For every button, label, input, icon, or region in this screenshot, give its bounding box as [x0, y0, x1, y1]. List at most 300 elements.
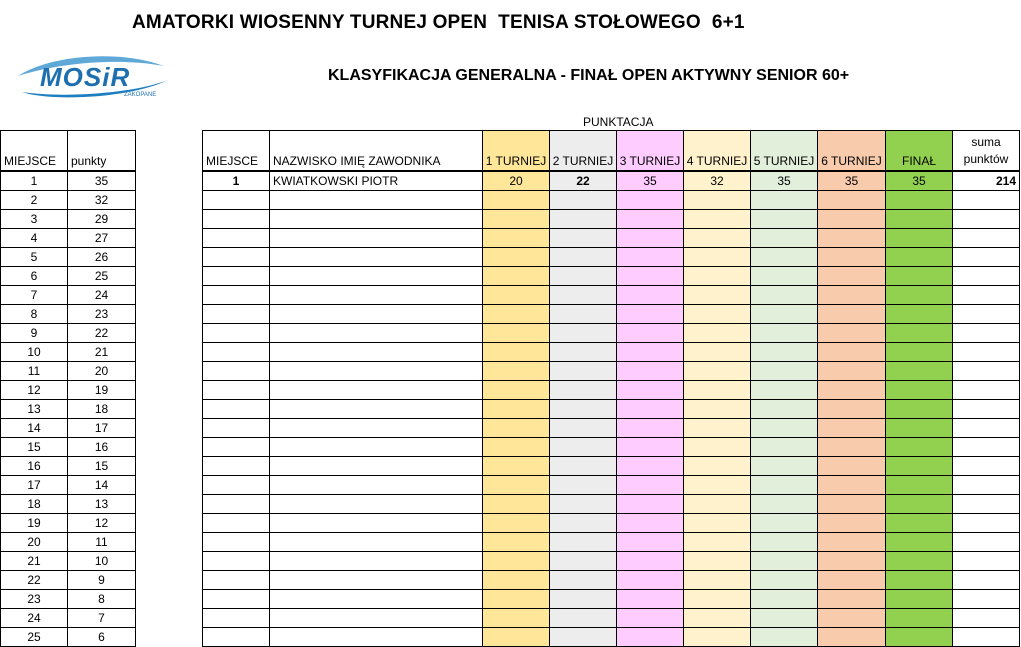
result-place-cell	[203, 191, 270, 210]
result-t6-cell	[818, 552, 886, 571]
result-sum-cell	[953, 514, 1020, 533]
result-t1-cell	[483, 628, 550, 647]
result-name-cell	[270, 248, 483, 267]
result-t4-cell	[684, 609, 751, 628]
result-t2-cell	[550, 267, 617, 286]
result-t2-cell: 22	[550, 171, 617, 191]
result-sum-cell	[953, 533, 1020, 552]
result-t1-cell	[483, 191, 550, 210]
result-t1-cell	[483, 324, 550, 343]
result-t1-cell	[483, 514, 550, 533]
result-name-cell	[270, 628, 483, 647]
result-t6-cell	[818, 343, 886, 362]
result-t1-cell	[483, 533, 550, 552]
result-t2-cell	[550, 362, 617, 381]
result-place-cell	[203, 457, 270, 476]
result-t3-cell	[617, 628, 684, 647]
result-t5-cell	[751, 267, 818, 286]
result-t6-cell	[818, 590, 886, 609]
result-t5-cell	[751, 552, 818, 571]
points-value-cell: 10	[68, 552, 136, 571]
result-final-cell	[886, 476, 953, 495]
result-t4-cell: 32	[684, 171, 751, 191]
points-table-header	[1, 131, 136, 172]
result-sum-cell	[953, 324, 1020, 343]
points-place-cell: 24	[1, 609, 68, 628]
result-t3-cell	[617, 305, 684, 324]
result-place-cell	[203, 229, 270, 248]
result-t2-cell	[550, 343, 617, 362]
result-t3-cell	[617, 343, 684, 362]
result-t3-cell	[617, 438, 684, 457]
points-place-cell: 14	[1, 419, 68, 438]
table-row	[203, 362, 1020, 381]
result-t2-cell	[550, 248, 617, 267]
results-header-name: NAZWISKO IMIĘ ZAWODNIKA	[270, 131, 483, 172]
table-row	[203, 457, 1020, 476]
result-t3-cell	[617, 210, 684, 229]
result-sum-cell	[953, 552, 1020, 571]
results-table	[202, 130, 1020, 647]
result-t2-cell	[550, 476, 617, 495]
result-t1-cell	[483, 495, 550, 514]
points-table	[0, 130, 136, 647]
result-t3-cell	[617, 590, 684, 609]
result-t6-cell	[818, 400, 886, 419]
result-t1-cell	[483, 305, 550, 324]
table-row	[1, 191, 136, 210]
result-sum-cell	[953, 628, 1020, 647]
result-final-cell	[886, 191, 953, 210]
points-value-cell: 26	[68, 248, 136, 267]
result-place-cell	[203, 324, 270, 343]
results-header-t1: 1 TURNIEJ	[483, 131, 550, 172]
points-value-cell: 15	[68, 457, 136, 476]
result-sum-cell	[953, 286, 1020, 305]
points-place-cell: 15	[1, 438, 68, 457]
table-row	[203, 343, 1020, 362]
table-row	[203, 495, 1020, 514]
result-sum-cell	[953, 343, 1020, 362]
result-name-cell	[270, 191, 483, 210]
result-final-cell	[886, 286, 953, 305]
result-t5-cell	[751, 324, 818, 343]
table-row	[1, 171, 136, 191]
result-place-cell	[203, 533, 270, 552]
result-place-cell: 1	[203, 171, 270, 191]
table-row	[203, 609, 1020, 628]
result-t4-cell	[684, 590, 751, 609]
points-value-cell: 8	[68, 590, 136, 609]
points-place-cell: 1	[1, 171, 68, 191]
points-place-cell: 3	[1, 210, 68, 229]
result-name-cell: KWIATKOWSKI PIOTR	[270, 171, 483, 191]
table-row	[1, 609, 136, 628]
points-place-cell: 2	[1, 191, 68, 210]
result-t6-cell	[818, 628, 886, 647]
result-t4-cell	[684, 533, 751, 552]
result-t5-cell	[751, 191, 818, 210]
result-t5-cell	[751, 400, 818, 419]
results-header-sum	[953, 131, 1020, 172]
result-t6-cell	[818, 267, 886, 286]
result-t3-cell	[617, 457, 684, 476]
points-place-cell: 18	[1, 495, 68, 514]
results-header-t5: 5 TURNIEJ	[751, 131, 818, 172]
result-t3-cell	[617, 419, 684, 438]
result-final-cell: 35	[886, 171, 953, 191]
table-row	[203, 400, 1020, 419]
document-subtitle: KLASYFIKACJA GENERALNA - FINAŁ OPEN AKTYWNY SENIOR 60+	[328, 67, 850, 84]
result-t2-cell	[550, 628, 617, 647]
result-t1-cell	[483, 248, 550, 267]
result-place-cell	[203, 305, 270, 324]
result-t4-cell	[684, 438, 751, 457]
result-t2-cell	[550, 533, 617, 552]
result-t2-cell	[550, 438, 617, 457]
points-value-cell: 23	[68, 305, 136, 324]
points-value-cell: 19	[68, 381, 136, 400]
results-header-t2: 2 TURNIEJ	[550, 131, 617, 172]
points-value-cell: 18	[68, 400, 136, 419]
results-header-t4: 4 TURNIEJ	[684, 131, 751, 172]
result-name-cell	[270, 495, 483, 514]
result-name-cell	[270, 343, 483, 362]
results-header-sum-line2: punktów	[963, 152, 1009, 166]
result-t2-cell	[550, 210, 617, 229]
result-t4-cell	[684, 286, 751, 305]
result-t4-cell	[684, 343, 751, 362]
points-value-cell: 35	[68, 171, 136, 191]
result-t6-cell	[818, 305, 886, 324]
table-row	[203, 191, 1020, 210]
points-value-cell: 24	[68, 286, 136, 305]
result-t3-cell	[617, 552, 684, 571]
result-place-cell	[203, 571, 270, 590]
result-t2-cell	[550, 191, 617, 210]
result-t4-cell	[684, 191, 751, 210]
table-row	[203, 514, 1020, 533]
result-t4-cell	[684, 419, 751, 438]
result-t2-cell	[550, 324, 617, 343]
table-row	[203, 476, 1020, 495]
result-name-cell	[270, 552, 483, 571]
result-final-cell	[886, 381, 953, 400]
result-t6-cell	[818, 533, 886, 552]
result-place-cell	[203, 628, 270, 647]
result-name-cell	[270, 514, 483, 533]
points-value-cell: 25	[68, 267, 136, 286]
result-t5-cell	[751, 533, 818, 552]
table-row	[1, 362, 136, 381]
points-place-cell: 11	[1, 362, 68, 381]
result-t1-cell: 20	[483, 171, 550, 191]
table-row	[1, 571, 136, 590]
table-row	[1, 286, 136, 305]
table-row	[203, 381, 1020, 400]
result-final-cell	[886, 438, 953, 457]
result-t3-cell	[617, 229, 684, 248]
points-place-cell: 9	[1, 324, 68, 343]
result-name-cell	[270, 533, 483, 552]
result-final-cell	[886, 267, 953, 286]
result-t4-cell	[684, 571, 751, 590]
result-name-cell	[270, 305, 483, 324]
result-t2-cell	[550, 457, 617, 476]
result-t4-cell	[684, 495, 751, 514]
points-value-cell: 20	[68, 362, 136, 381]
result-t6-cell	[818, 476, 886, 495]
table-row	[1, 400, 136, 419]
table-row	[1, 343, 136, 362]
result-sum-cell	[953, 305, 1020, 324]
result-t1-cell	[483, 286, 550, 305]
result-t6-cell	[818, 362, 886, 381]
result-name-cell	[270, 267, 483, 286]
result-final-cell	[886, 533, 953, 552]
result-t1-cell	[483, 210, 550, 229]
result-t3-cell	[617, 267, 684, 286]
result-t1-cell	[483, 590, 550, 609]
result-name-cell	[270, 476, 483, 495]
result-t6-cell	[818, 381, 886, 400]
result-name-cell	[270, 286, 483, 305]
result-t1-cell	[483, 438, 550, 457]
result-t3-cell	[617, 571, 684, 590]
result-t1-cell	[483, 457, 550, 476]
result-place-cell	[203, 438, 270, 457]
points-value-cell: 22	[68, 324, 136, 343]
points-place-cell: 16	[1, 457, 68, 476]
table-row	[1, 495, 136, 514]
result-t5-cell	[751, 248, 818, 267]
result-t5-cell	[751, 381, 818, 400]
mosir-logo	[12, 52, 172, 100]
result-t2-cell	[550, 571, 617, 590]
result-t4-cell	[684, 362, 751, 381]
result-t4-cell	[684, 305, 751, 324]
result-t2-cell	[550, 286, 617, 305]
results-header-t6: 6 TURNIEJ	[818, 131, 886, 172]
result-name-cell	[270, 229, 483, 248]
result-t4-cell	[684, 628, 751, 647]
result-sum-cell	[953, 267, 1020, 286]
result-t3-cell	[617, 609, 684, 628]
points-value-cell: 27	[68, 229, 136, 248]
points-value-cell: 21	[68, 343, 136, 362]
result-final-cell	[886, 495, 953, 514]
result-t3-cell	[617, 476, 684, 495]
result-place-cell	[203, 609, 270, 628]
table-row	[203, 533, 1020, 552]
result-sum-cell	[953, 476, 1020, 495]
results-header-place: MIEJSCE	[203, 131, 270, 172]
result-t1-cell	[483, 381, 550, 400]
result-place-cell	[203, 248, 270, 267]
result-final-cell	[886, 590, 953, 609]
results-header-t3: 3 TURNIEJ	[617, 131, 684, 172]
points-value-cell: 13	[68, 495, 136, 514]
results-header-final: FINAŁ	[886, 131, 953, 172]
result-t6-cell	[818, 229, 886, 248]
table-row	[1, 381, 136, 400]
result-sum-cell	[953, 400, 1020, 419]
result-place-cell	[203, 267, 270, 286]
result-t2-cell	[550, 552, 617, 571]
svg-text:ZAKOPANE: ZAKOPANE	[124, 92, 157, 98]
punktacja-label: PUNKTACJA	[583, 115, 654, 129]
result-t6-cell	[818, 609, 886, 628]
points-value-cell: 7	[68, 609, 136, 628]
result-t6-cell	[818, 191, 886, 210]
result-t5-cell	[751, 628, 818, 647]
result-t6-cell	[818, 248, 886, 267]
result-final-cell	[886, 419, 953, 438]
table-row	[203, 305, 1020, 324]
table-row	[1, 457, 136, 476]
result-t1-cell	[483, 476, 550, 495]
result-sum-cell	[953, 229, 1020, 248]
result-final-cell	[886, 457, 953, 476]
result-t6-cell	[818, 571, 886, 590]
points-value-cell: 32	[68, 191, 136, 210]
result-sum-cell	[953, 590, 1020, 609]
result-t6-cell	[818, 438, 886, 457]
result-t6-cell	[818, 457, 886, 476]
result-t4-cell	[684, 457, 751, 476]
result-t3-cell	[617, 400, 684, 419]
result-t6-cell	[818, 286, 886, 305]
table-row	[203, 171, 1020, 191]
result-final-cell	[886, 628, 953, 647]
result-t2-cell	[550, 514, 617, 533]
result-place-cell	[203, 476, 270, 495]
points-place-cell: 20	[1, 533, 68, 552]
points-value-cell: 12	[68, 514, 136, 533]
points-place-cell: 23	[1, 590, 68, 609]
result-t3-cell	[617, 362, 684, 381]
table-row	[203, 590, 1020, 609]
result-t3-cell: 35	[617, 171, 684, 191]
points-place-cell: 21	[1, 552, 68, 571]
result-t5-cell	[751, 343, 818, 362]
result-sum-cell	[953, 609, 1020, 628]
result-t5-cell	[751, 457, 818, 476]
result-t1-cell	[483, 229, 550, 248]
points-place-cell: 4	[1, 229, 68, 248]
result-sum-cell	[953, 362, 1020, 381]
result-final-cell	[886, 362, 953, 381]
result-place-cell	[203, 381, 270, 400]
result-t6-cell	[818, 324, 886, 343]
points-value-cell: 6	[68, 628, 136, 647]
result-t5-cell	[751, 609, 818, 628]
table-row	[1, 438, 136, 457]
result-sum-cell	[953, 457, 1020, 476]
result-t4-cell	[684, 476, 751, 495]
result-t3-cell	[617, 514, 684, 533]
points-place-cell: 17	[1, 476, 68, 495]
table-row	[203, 552, 1020, 571]
table-row	[203, 210, 1020, 229]
result-t4-cell	[684, 381, 751, 400]
result-t4-cell	[684, 400, 751, 419]
result-t3-cell	[617, 324, 684, 343]
result-name-cell	[270, 571, 483, 590]
table-row	[1, 476, 136, 495]
points-header-place: MIEJSCE	[1, 131, 68, 172]
result-t5-cell	[751, 210, 818, 229]
result-t1-cell	[483, 267, 550, 286]
result-sum-cell	[953, 191, 1020, 210]
result-final-cell	[886, 552, 953, 571]
result-t5-cell	[751, 438, 818, 457]
result-t3-cell	[617, 248, 684, 267]
result-t4-cell	[684, 229, 751, 248]
result-place-cell	[203, 362, 270, 381]
result-final-cell	[886, 210, 953, 229]
result-t5-cell	[751, 495, 818, 514]
points-value-cell: 14	[68, 476, 136, 495]
result-final-cell	[886, 400, 953, 419]
table-row	[203, 267, 1020, 286]
table-row	[1, 590, 136, 609]
table-row	[1, 552, 136, 571]
result-t5-cell	[751, 571, 818, 590]
table-row	[203, 324, 1020, 343]
result-t3-cell	[617, 381, 684, 400]
result-final-cell	[886, 343, 953, 362]
table-row	[203, 229, 1020, 248]
result-t4-cell	[684, 514, 751, 533]
points-value-cell: 9	[68, 571, 136, 590]
results-header-sum-line1: suma	[971, 135, 1001, 149]
result-t6-cell	[818, 514, 886, 533]
points-header-points: punkty	[68, 131, 136, 172]
result-name-cell	[270, 362, 483, 381]
result-place-cell	[203, 286, 270, 305]
result-t2-cell	[550, 609, 617, 628]
table-row	[1, 229, 136, 248]
table-row	[203, 286, 1020, 305]
result-t3-cell	[617, 533, 684, 552]
result-place-cell	[203, 552, 270, 571]
result-place-cell	[203, 419, 270, 438]
result-t2-cell	[550, 590, 617, 609]
points-place-cell: 19	[1, 514, 68, 533]
result-t6-cell	[818, 495, 886, 514]
result-t5-cell	[751, 590, 818, 609]
result-t2-cell	[550, 229, 617, 248]
table-row	[1, 210, 136, 229]
result-t5-cell	[751, 305, 818, 324]
result-t6-cell: 35	[818, 171, 886, 191]
result-sum-cell	[953, 210, 1020, 229]
result-t4-cell	[684, 552, 751, 571]
result-t5-cell	[751, 419, 818, 438]
table-row	[1, 324, 136, 343]
result-t3-cell	[617, 191, 684, 210]
result-t4-cell	[684, 248, 751, 267]
result-t5-cell: 35	[751, 171, 818, 191]
points-place-cell: 5	[1, 248, 68, 267]
result-sum-cell	[953, 248, 1020, 267]
result-name-cell	[270, 210, 483, 229]
points-place-cell: 6	[1, 267, 68, 286]
table-row	[1, 248, 136, 267]
table-row	[1, 514, 136, 533]
points-place-cell: 8	[1, 305, 68, 324]
